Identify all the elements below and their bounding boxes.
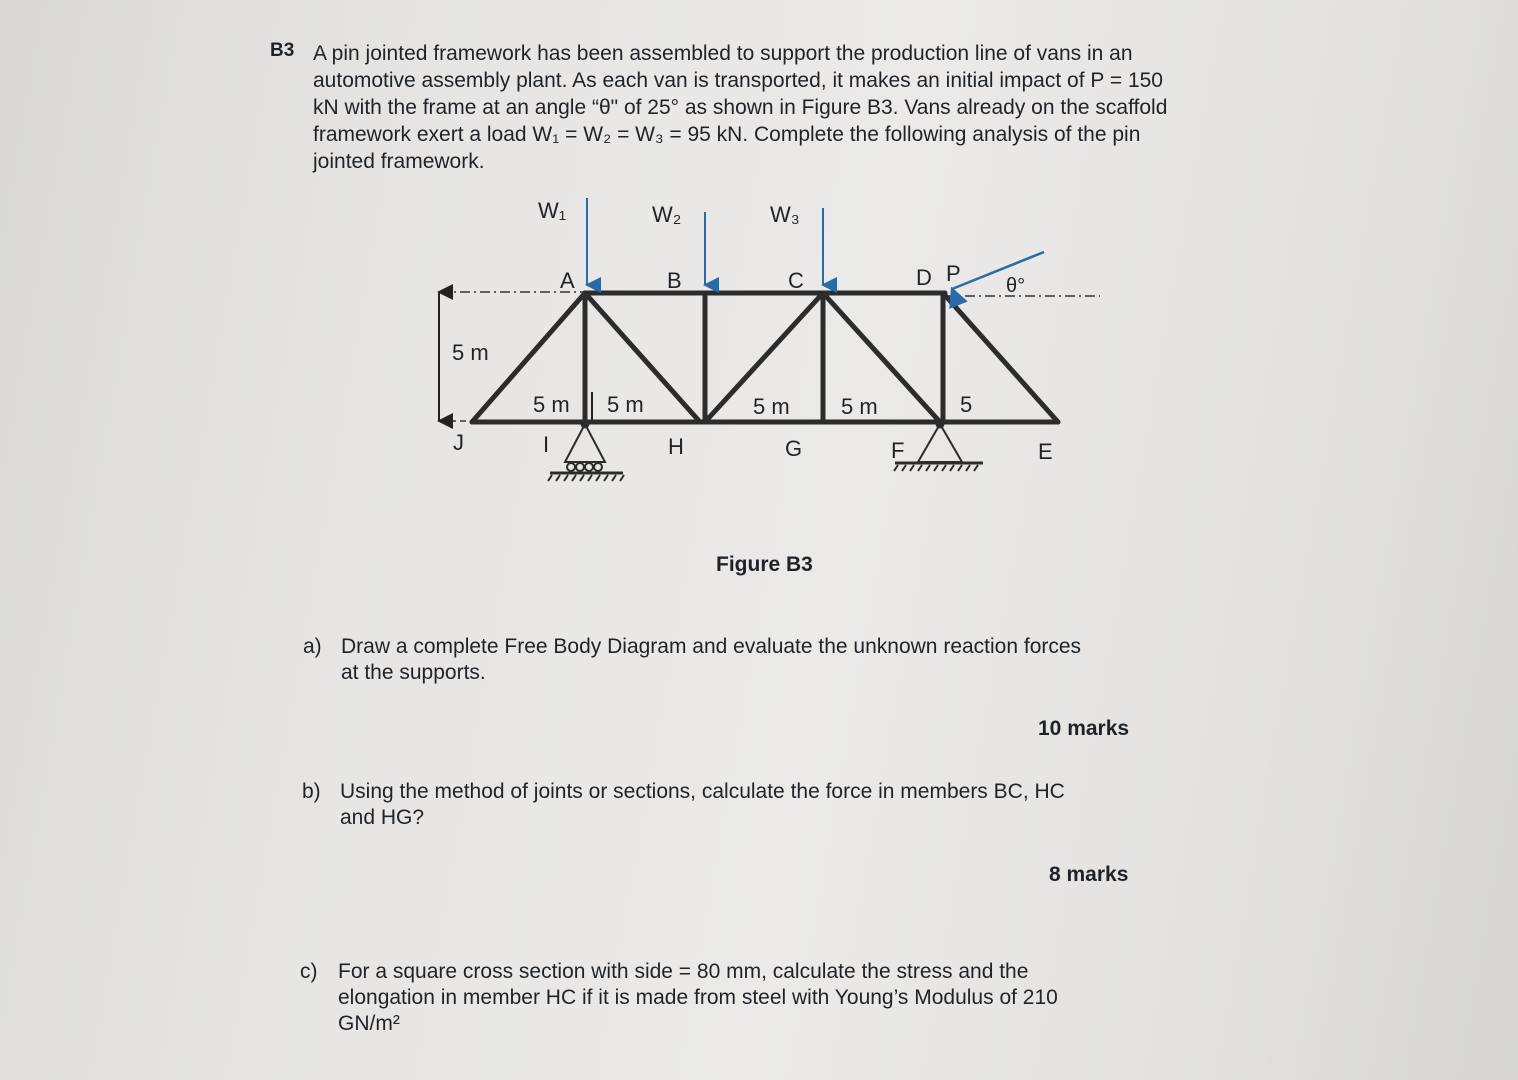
angle-label: θ° xyxy=(1006,275,1026,297)
part-c-letter: c) xyxy=(300,960,318,983)
load-arrow-p xyxy=(952,252,1044,289)
joint-label-i: I xyxy=(543,432,550,457)
part-b-marks: 8 marks xyxy=(1049,863,1129,886)
question-line: automotive assembly plant. As each van is transported, it makes an initial impact of P = 150 xyxy=(313,69,1163,92)
pinned-support xyxy=(894,421,983,472)
span-label-3: 5 m xyxy=(753,394,790,419)
figure-caption: Figure B3 xyxy=(716,553,813,576)
span-label-4: 5 m xyxy=(841,394,878,419)
question-line: framework exert a load W₁ = W₂ = W₃ = 95 kN. Complete the following analysis of the pin xyxy=(313,123,1141,146)
load-label-w3: W₃ xyxy=(770,202,800,227)
load-label-p: P xyxy=(946,261,961,286)
joint-label-d: D xyxy=(916,265,932,290)
part-b-line: Using the method of joints or sections, calculate the force in members BC, HC xyxy=(340,780,1065,803)
joint-label-e: E xyxy=(1038,439,1053,464)
load-label-w1: W₁ xyxy=(538,198,567,223)
joint-label-h: H xyxy=(668,434,684,459)
part-a-line: Draw a complete Free Body Diagram and evaluate the unknown reaction forces xyxy=(341,635,1082,658)
part-b-letter: b) xyxy=(302,780,321,803)
joint-label-c: C xyxy=(788,268,804,293)
part-c-line: For a square cross section with side = 80 mm, calculate the stress and the xyxy=(338,960,1029,983)
part-b-line: and HG? xyxy=(340,806,425,829)
part-a-marks: 10 marks xyxy=(1038,717,1130,740)
load-label-w2: W₂ xyxy=(652,202,682,227)
span-label-5: 5 xyxy=(960,392,973,417)
part-c-line: elongation in member HC if it is made from steel with Young’s Modulus of 210 xyxy=(338,986,1058,1009)
question-number: B3 xyxy=(270,40,295,61)
question-line: jointed framework. xyxy=(313,150,485,173)
part-a-letter: a) xyxy=(303,635,322,658)
question-line: A pin jointed framework has been assembled to support the production line of vans in an xyxy=(313,42,1133,65)
height-dimension-label: 5 m xyxy=(452,340,489,365)
question-line: kN with the frame at an angle “θ" of 25° as shown in Figure B3. Vans already on the scaffold xyxy=(313,96,1168,119)
span-label-1: 5 m xyxy=(533,392,570,417)
joint-label-b: B xyxy=(667,268,682,293)
span-label-2: 5 m xyxy=(607,392,644,417)
roller-support xyxy=(548,421,624,482)
joint-label-f: F xyxy=(891,438,905,463)
joint-label-j: J xyxy=(453,430,464,455)
part-c-line: GN/m² xyxy=(338,1012,400,1035)
part-a-line: at the supports. xyxy=(341,661,486,684)
joint-label-g: G xyxy=(785,436,803,461)
joint-label-a: A xyxy=(560,268,575,293)
